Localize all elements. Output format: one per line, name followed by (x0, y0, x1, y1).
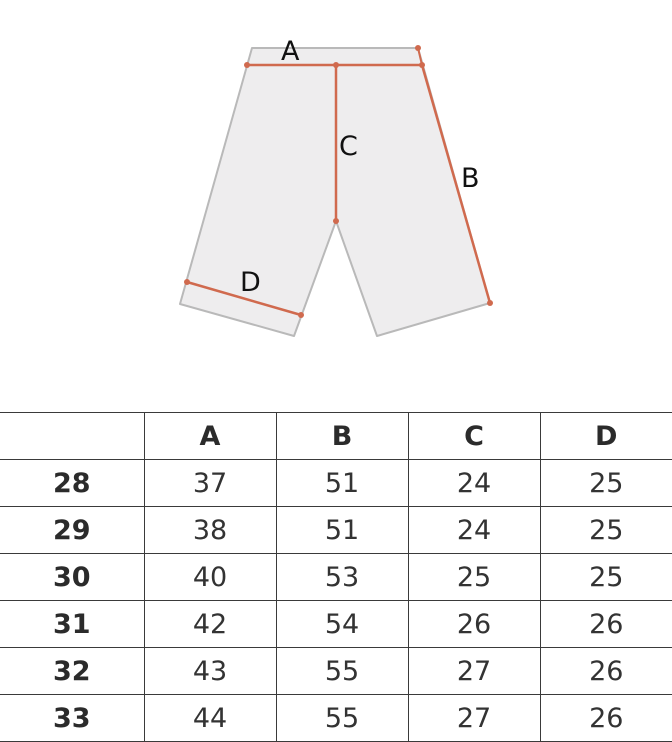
table-row (0, 460, 672, 507)
cell-a: 42 (144, 601, 276, 648)
cell-c: 25 (408, 554, 540, 601)
row-size: 28 (0, 460, 144, 507)
cell-a: 40 (144, 554, 276, 601)
measure-point (244, 62, 250, 68)
shorts-illustration (0, 0, 672, 360)
header-corner (0, 413, 144, 460)
measure-point (298, 312, 304, 318)
table-row (0, 648, 672, 695)
row-size: 30 (0, 554, 144, 601)
cell-c: 27 (408, 648, 540, 695)
cell-c: 24 (408, 507, 540, 554)
cell-b: 51 (276, 460, 408, 507)
size-table (0, 412, 672, 742)
cell-a: 44 (144, 695, 276, 742)
cell-c: 27 (408, 695, 540, 742)
cell-d: 25 (540, 507, 672, 554)
measure-point (184, 279, 190, 285)
cell-b: 51 (276, 507, 408, 554)
cell-b: 55 (276, 648, 408, 695)
header-b: B (276, 413, 408, 460)
header-d: D (540, 413, 672, 460)
cell-a: 38 (144, 507, 276, 554)
measure-point (487, 300, 493, 306)
cell-d: 25 (540, 460, 672, 507)
measure-point (333, 62, 339, 68)
label-a: A (281, 36, 300, 67)
cell-d: 26 (540, 695, 672, 742)
cell-b: 55 (276, 695, 408, 742)
cell-c: 26 (408, 601, 540, 648)
row-size: 29 (0, 507, 144, 554)
cell-d: 26 (540, 648, 672, 695)
table-row (0, 554, 672, 601)
row-size: 33 (0, 695, 144, 742)
cell-b: 54 (276, 601, 408, 648)
cell-c: 24 (408, 460, 540, 507)
cell-a: 37 (144, 460, 276, 507)
row-size: 32 (0, 648, 144, 695)
row-size: 31 (0, 601, 144, 648)
cell-b: 53 (276, 554, 408, 601)
label-b: B (461, 163, 480, 194)
table-row (0, 507, 672, 554)
shorts-diagram (0, 0, 672, 360)
table-row (0, 601, 672, 648)
measure-point (333, 218, 339, 224)
label-c: C (339, 131, 358, 162)
header-c: C (408, 413, 540, 460)
cell-d: 26 (540, 601, 672, 648)
cell-a: 43 (144, 648, 276, 695)
cell-d: 25 (540, 554, 672, 601)
label-d: D (240, 267, 261, 298)
table-row (0, 695, 672, 742)
table-header-row (0, 413, 672, 460)
header-a: A (144, 413, 276, 460)
